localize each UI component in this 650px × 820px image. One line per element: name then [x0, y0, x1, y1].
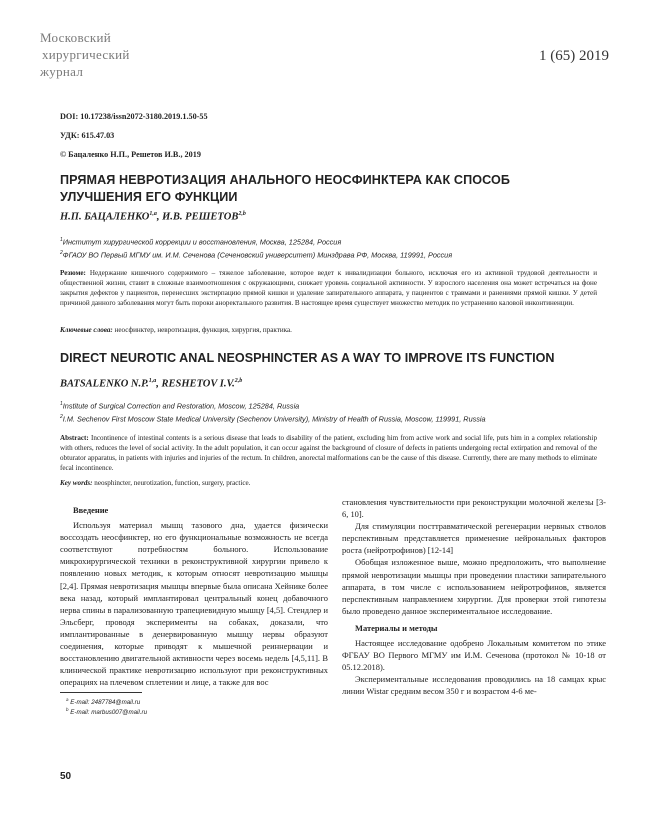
- udc: УДК: 615.47.03: [60, 131, 115, 140]
- author1-ru: Н.П. БАЦАЛЕНКО: [60, 211, 150, 223]
- author2-en-sup: 2,b: [234, 378, 243, 384]
- methods-paragraph-1: Настоящее исследование одобрено Локальным комитетом по этике ФГБАУ ВО Первого МГМУ им И.М. Сеченова (протокол № 10-18 от 05.12.2018).: [342, 638, 606, 673]
- title-ru-line1: ПРЯМАЯ НЕВРОТИЗАЦИЯ АНАЛЬНОГО НЕОСФИНКТЕРА КАК СПОСОБ: [60, 173, 511, 187]
- keywords-en-label: Key words:: [60, 479, 93, 487]
- keywords-en: [60, 479, 250, 487]
- body-column-left: [60, 504, 328, 688]
- doi: DOI: 10.17238/issn2072-3180.2019.1.50-55: [60, 112, 208, 121]
- footnote-b: $^b$ E-mail: marbus007@mail.ru: [66, 707, 148, 717]
- affiliation-en-2: $^2$I.M. Sechenov First Moscow State Medical University (Sechenov University), Ministry of Health of Russia, Moscow, 119991, Russia: [60, 414, 486, 424]
- issue-number: 1 (65) 2019: [539, 48, 609, 64]
- affiliation-en-1: $^1$Institute of Surgical Correction and Restoration, Moscow, 125284, Russia: [60, 401, 300, 411]
- title-en: DIRECT NEUROTIC ANAL NEOSPHINCTER AS A WAY TO IMPROVE ITS FUNCTION: [60, 351, 555, 365]
- abstract-ru: [60, 268, 597, 308]
- journal-name-line3: журнал: [40, 64, 84, 79]
- page-number: 50: [60, 771, 72, 782]
- author1-en: BATSALENKO N.P.: [60, 378, 149, 390]
- methods-paragraph-2: Экспериментальные исследования проводились на 18 самцах крыс линии Wistar средним весом 350 г и возрастом 4-6 ме-: [342, 674, 606, 697]
- col2-paragraph-2: Для стимуляции посттравматической регенерации нервных стволов перспективным представляется применение нейрональных факторов роста (нейротрофинов) [12-14]: [342, 521, 606, 556]
- affiliation-ru-1: $^1$Институт хирургической коррекции и восстановления, Москва, 125284, Россия: [60, 237, 342, 247]
- footnote-divider: [60, 692, 142, 693]
- keywords-ru-label: Ключевые слова:: [60, 326, 113, 334]
- intro-paragraph: Используя материал мышц тазового дна, удается физически воссоздать неосфинктер, но его функциональные возможность не всегда соответствуют потребностям больного. Использование микрохирургической техники в реконструктивной хирургии привело к появлению новых методик, к которым относят невротизацию мышцы [2,4]. Прямая невротизация мышцы впервые была описана Хейнике более века назад, который имплантировал центральный конец добавочного нерва спины в парализованную трапециевидную мышцу [4,5]. Стендлер и Эльсберг, проводя эксперименты на собаках, доказали, что имплантированные в денервированную мышцу нервы образуют соединения, которые приводят к мышечной реиннервации и восстановлению двигательной активности через восемь недель [4,5,11]. В клинической практике невротизацию используют при реконструктивных операциях на плечевом сплетении и лице, а также для вос: [60, 520, 328, 688]
- keywords-ru-text: неосфинктер, невротизация, функция, хирургия, практика.: [114, 326, 292, 334]
- title-ru: [60, 172, 600, 205]
- abstract-ru-text: Недержание кишечного содержимого – тяжелое заболевание, которое ведет к инвалидизации больного, исключая его из активной трудовой деятельности и общественной жизни, ставит в сложные взаимоотношения с окружающими, снижает уровень социальной активности. У взрослого населения она может встречаться на фоне закрытия дефектов у пациентов, перенесших экстирпацию прямой кишки и удаление запирательного аппарата, у пациентов с травмами и ранениями прямой кишки. У детей причиной данного заболевания могут быть пороки аноректального развития. В настоящее время существует множество методик по устранению каловой инконтиненции.: [60, 269, 597, 307]
- col2-paragraph-3: Обобщая изложенное выше, можно предположить, что выполнение прямой невротизации мышцы при проведении пластики запирательного аппарата, в том числе с использованием нейротрофинов, является перспективным направлением хирургии. Для проверки этой гипотезы было проведено данное экспериментальное исследование.: [342, 557, 606, 616]
- abstract-ru-label: Резюме:: [60, 269, 86, 277]
- body-column-right: [342, 496, 606, 698]
- col2-paragraph-1: становления чувствительности при реконструкции молочной железы [3-6, 10].: [342, 497, 606, 520]
- authors-ru: Н.П. БАЦАЛЕНКО$^{1,a}$, И.В. РЕШЕТОВ$^{2,b}$: [60, 211, 246, 223]
- affiliation-ru-2: $^2$ФГАОУ ВО Первый МГМУ им. И.М. Сеченова (Сеченовский университет) Минздрава РФ, Москва, 119991, Россия: [60, 250, 453, 260]
- author2-en: RESHETOV I.V.: [161, 378, 235, 390]
- abstract-en-label: Abstract:: [60, 434, 89, 442]
- authors-en: BATSALENKO N.P.$^{1,a}$, RESHETOV I.V.$^{2,b}$: [60, 378, 243, 390]
- footnote-a: $^a$ E-mail: 2487784@mail.ru: [66, 697, 141, 707]
- journal-name-line1: Московский: [40, 30, 112, 45]
- author1-en-sup: 1,a: [148, 378, 157, 384]
- author2-ru: И.В. РЕШЕТОВ: [162, 211, 239, 223]
- copyright: © Бацаленко Н.П., Решетов И.В., 2019: [60, 150, 201, 159]
- intro-heading: Введение: [73, 505, 109, 515]
- title-ru-line2: УЛУЧШЕНИЯ ЕГО ФУНКЦИИ: [60, 189, 238, 204]
- journal-logo: [40, 30, 170, 86]
- author1-ru-sup: 1,a: [149, 211, 157, 217]
- author2-ru-sup: 2,b: [238, 211, 246, 217]
- abstract-en: [60, 433, 597, 473]
- keywords-en-text: neosphincter, neurotization, function, surgery, practice.: [94, 479, 251, 487]
- abstract-en-text: Incontinence of intestinal contents is a serious disease that leads to disability of the patient, excluding him from active work and social life, puts him in a complex relationship with others, reduces the level of social activity. In the adult population, it can occur against the background of closure of defects in patients undergoing rectal extirpation and removal of the obturator apparatus, in patients with injuries and injuries of the rectum. In children, anorectal malformations can be the cause of this disease. Currently, there are many methods to eliminate fecal incontinence.: [60, 434, 597, 472]
- journal-name-line2: хирургический: [42, 47, 130, 62]
- keywords-ru: [60, 326, 292, 334]
- methods-heading: Материалы и методы: [355, 622, 438, 633]
